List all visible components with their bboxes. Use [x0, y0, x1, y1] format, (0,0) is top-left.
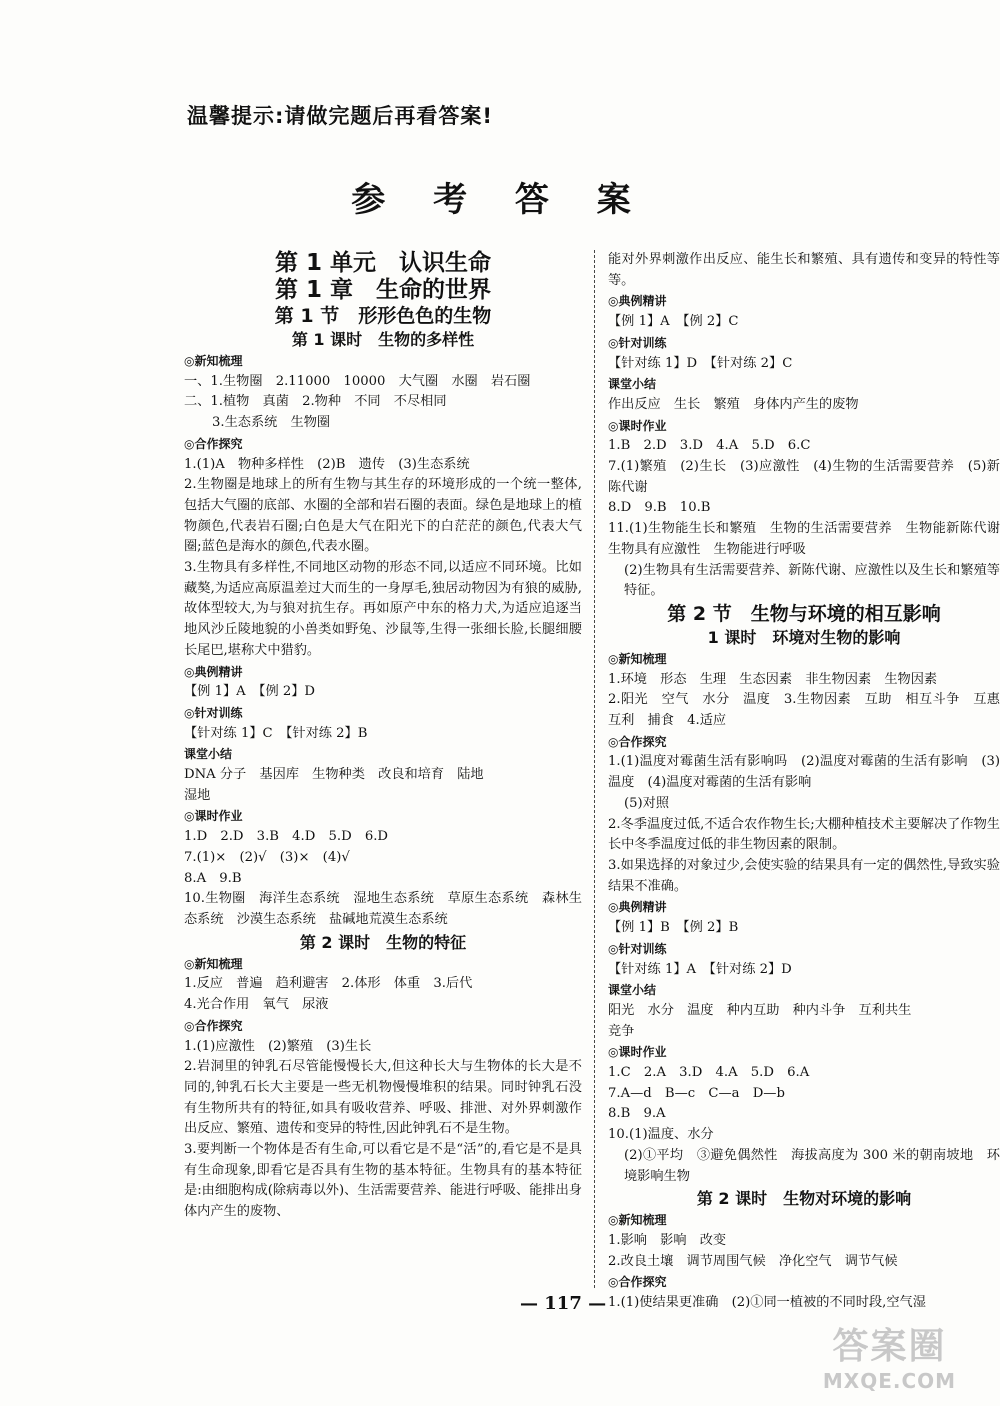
answer-line: 8.B 9.A [608, 1106, 666, 1122]
section-label: ◎针对训练 [608, 941, 667, 956]
warm-tip: 温馨提示:请做完题后再看答案! [187, 104, 493, 128]
answer-line: 【例 1】B 【例 2】B [608, 920, 739, 936]
section-label: ◎新知梳理 [184, 354, 243, 368]
answer-line: 8.D 9.B 10.B [608, 500, 711, 516]
section-label: ◎典例精讲 [608, 294, 667, 309]
section-label: ◎典例精讲 [608, 900, 667, 915]
unit-heading: 第 1 单元 认识生命 [274, 250, 492, 276]
answer-line: 1.(1)A 物种多样性 (2)B 遗传 (3)生态系统 [184, 456, 470, 472]
left-column [184, 250, 582, 1223]
section-label: ◎典例精讲 [184, 664, 243, 679]
answer-paragraph: (2)①平均 ③避免偶然性 海拔高度为 300 米的朝南坡地 环境影响生物 [624, 1147, 1000, 1184]
answer-line: 2.改良土壤 调节周围气候 净化空气 调节气候 [608, 1253, 898, 1269]
answer-paragraph: 7.(1)繁殖 (2)生长 (3)应激性 (4)生物的生活需要营养 (5)新陈代谢 [608, 459, 1000, 495]
section-heading: 第 2 节 生物与环境的相互影响 [667, 602, 941, 625]
answer-line: 7.A—d B—c C—a D—b [608, 1085, 785, 1101]
section-label: ◎针对训练 [184, 705, 243, 720]
section-label: ◎新知梳理 [608, 1213, 667, 1228]
section-label: ◎合作探究 [184, 1018, 243, 1033]
section-label: ◎新知梳理 [608, 651, 667, 666]
answer-paragraph: 2.冬季温度过低,不适合农作物生长;大棚种植技术主要解决了作物生长中冬季温度过低的非生物因素的限制。 [608, 816, 1000, 853]
answer-line: 8.A 9.B [184, 870, 242, 886]
answer-line: 1.(1)应激性 (2)繁殖 (3)生长 [184, 1038, 372, 1054]
answer-line: 1.反应 普遍 趋利避害 2.体形 体重 3.后代 [184, 976, 473, 992]
page-title: 参 考 答 案 [351, 180, 649, 220]
answer-line: 竞争 [608, 1023, 635, 1039]
answer-paragraph: 1.(1)温度对霉菌生活有影响吗 (2)温度对霉菌的生活有影响 (3)温度 (4)温度对霉菌的生活有影响 [608, 754, 1000, 791]
section-heading: 第 1 节 形形色色的生物 [274, 305, 492, 327]
section-label: 课堂小结 [184, 747, 233, 762]
answer-line: 【例 1】A 【例 2】C [608, 314, 739, 330]
section-label: ◎课时作业 [608, 418, 667, 433]
answer-line: 【针对练 1】D 【针对练 2】C [608, 355, 793, 371]
answer-line: 1.C 2.A 3.D 4.A 5.D 6.A [608, 1065, 810, 1081]
answer-line: (5)对照 [624, 795, 670, 811]
section-label: ◎合作探究 [608, 734, 667, 749]
section-label: ◎新知梳理 [184, 956, 243, 971]
section-label: ◎课时作业 [608, 1045, 667, 1060]
answer-line: 一、1.生物圈 2.11000 10000 大气圈 水圈 岩石圈 [184, 373, 531, 389]
section-label: ◎合作探究 [608, 1275, 667, 1290]
answer-line: 3.生态系统 生物圈 [212, 415, 331, 431]
lesson-heading: 第 1 课时 生物的多样性 [291, 330, 475, 349]
lesson-heading: 第 2 课时 生物的特征 [299, 932, 467, 952]
answer-paragraph: 2.岩洞里的钟乳石尽管能慢慢长大,但这种长大与生物体的长大是不同的,钟乳石长大主要是一些无机物慢慢堆积的结果。同时钟乳石没有生物所共有的特征,如具有吸收营养、呼吸、排泄、对外界刺激作出反应、繁殖、遗传和变异的特性,因此钟乳石不是生物。 [184, 1059, 582, 1137]
section-label: ◎合作探究 [184, 436, 243, 451]
answer-line: 1.(1)使结果更准确 (2)①同一植被的不同时段,空气湿 [608, 1295, 926, 1311]
answer-paragraph: 10.生物圈 海洋生态系统 湿地生态系统 草原生态系统 森林生态系统 沙漠生态系统 盐碱地荒漠生态系统 [184, 891, 582, 927]
answer-paragraph: 3.要判断一个物体是否有生命,可以看它是不是“活”的,看它是不是具有生命现象,即看它是否具有生物的基本特征。生物具有的基本特征是:由细胞构成(除病毒以外)、生活需要营养、能进行呼吸、能排出身体内产生的废物、 [184, 1142, 582, 1220]
answer-paragraph: 3.生物具有多样性,不同地区动物的形态不同,以适应不同环境。比如藏獒,为适应高原温差过大而生的一身厚毛,独居动物因为有狼的威胁,故体型较大,为与狼对抗生存。再如原产中东的格力犬,为适应追逐当地风沙丘陵地貌的小兽类如野兔、沙鼠等,生得一张细长脸,长腿细腰长尾巴,堪称犬中猎豹。 [184, 560, 582, 658]
page-number: — 117 — [520, 1293, 607, 1314]
lesson-heading: 1 课时 环境对生物的影响 [707, 627, 901, 647]
answer-line: 1.D 2.D 3.B 4.D 5.D 6.D [184, 829, 388, 845]
watermark-bottom: MXQE.COM [822, 1369, 957, 1393]
answer-line: 二、1.植物 真菌 2.物种 不同 不尽相同 [184, 394, 447, 410]
answer-line: 【针对练 1】A 【针对练 2】D [608, 961, 792, 977]
answer-line: 作出反应 生长 繁殖 身体内产生的废物 [608, 396, 859, 412]
answer-paragraph: (2)生物具有生活需要营养、新陈代谢、应激性以及生长和繁殖等特征。 [624, 562, 1000, 599]
section-label: 课堂小结 [608, 377, 657, 392]
answer-line: 1.影响 影响 改变 [608, 1232, 727, 1248]
answer-paragraph: 3.如果选择的对象过少,会使实验的结果具有一定的偶然性,导致实验结果不准确。 [608, 857, 1000, 894]
chapter-heading: 第 1 章 生命的世界 [274, 277, 492, 303]
answer-line: DNA 分子 基因库 生物种类 改良和培育 陆地 [184, 767, 484, 783]
right-column [608, 250, 1000, 1314]
answer-line: 1.B 2.D 3.D 4.A 5.D 6.C [608, 438, 811, 454]
section-label: ◎课时作业 [184, 809, 243, 824]
answer-line: 7.(1)× (2)√ (3)× (4)√ [184, 849, 350, 865]
answer-line: 10.(1)温度、水分 [608, 1127, 714, 1143]
answer-line: 【例 1】A 【例 2】D [184, 684, 315, 700]
answer-line: 阳光 水分 温度 种内互助 种内斗争 互利共生 [608, 1002, 912, 1018]
answer-line: 4.光合作用 氧气 尿液 [184, 997, 329, 1013]
answer-paragraph: 2.阳光 空气 水分 温度 3.生物因素 互助 相互斗争 互惠互利 捕食 4.适应 [608, 692, 1000, 729]
answer-paragraph: 2.生物圈是地球上的所有生物与其生存的环境形成的一个统一整体,包括大气圈的底部、水圈的全部和岩石圈的表面。绿色是地球上的植物颜色,代表岩石圈;白色是大气在阳光下的白茫茫的颜色,代表大气圈;蓝色是海水的颜色,代表水圈。 [184, 477, 582, 555]
answer-line: 【针对练 1】C 【针对练 2】B [184, 725, 368, 741]
answer-paragraph: 11.(1)生物能生长和繁殖 生物的生活需要营养 生物能新陈代谢 生物具有应激性 生物能进行呼吸 [608, 521, 1000, 557]
answer-paragraph: 能对外界刺激作出反应、能生长和繁殖、具有遗传和变异的特性等等。 [608, 252, 1000, 288]
answer-line: 湿地 [184, 787, 211, 803]
section-label: 课堂小结 [608, 983, 657, 998]
watermark-top: 答案圈 [832, 1326, 947, 1367]
answer-line: 1.环境 形态 生理 生态因素 非生物因素 生物因素 [608, 671, 938, 687]
lesson-heading: 第 2 课时 生物对环境的影响 [696, 1189, 912, 1209]
watermark-logo [797, 1318, 982, 1398]
section-label: ◎针对训练 [608, 335, 667, 350]
